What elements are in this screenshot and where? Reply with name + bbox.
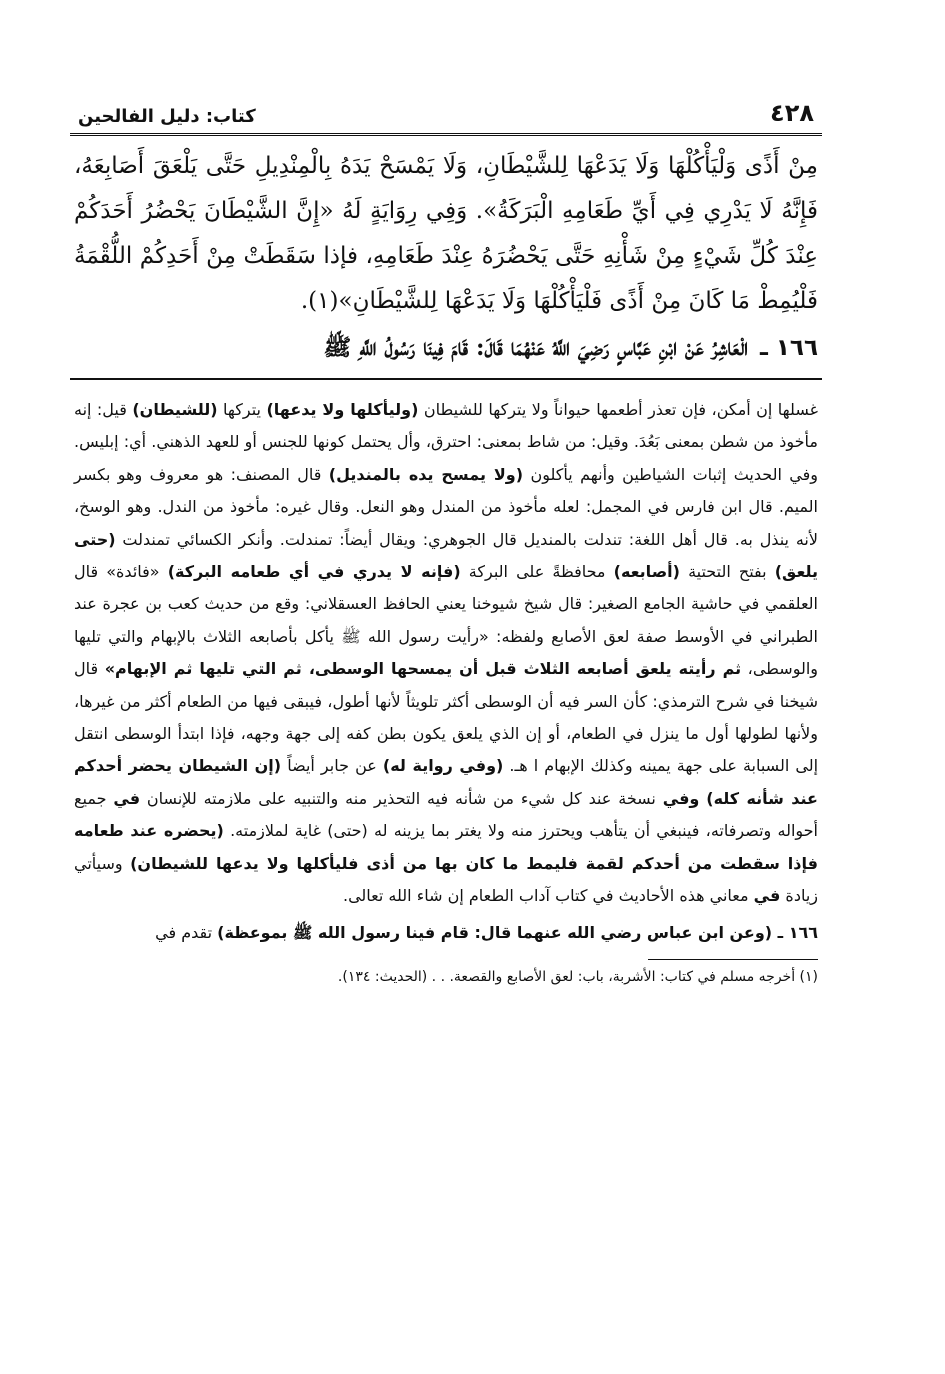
- page-header: [70, 85, 822, 127]
- commentary-paragraph: [74, 394, 818, 913]
- commentary-text: قال شيخنا في شرح الترمذي: كأن السر فيه أن الوسطى أكثر تلويثاً لأنها أطول، فيبقى فيها من الطعام أكثر من غيرها، ولأنها لطولها أول ما ينزل في الطعام، أو إن الذي يلعق يكون بطن كفه إلى جهة وجهه، فإذا ابتدأ الوسطى انتقل إلى السبابة على جهة يمينه وكذلك الإبهام ا هـ.: [74, 659, 819, 776]
- footnote: (١) أخرجه مسلم في كتاب: الأشربة، باب: لعق الأصابع والقصعة. . . (الحديث: ١٣٤).: [337, 968, 818, 985]
- commentary-bold: (وفي رواية له): [382, 756, 504, 776]
- footnote-rule: [648, 959, 818, 960]
- commentary-text: قيل: إنه مأخوذ من شطن بمعنى بَعُدَ. وقيل: من شاط بمعنى: احترق، وأل يحتمل كونها للجنس أو للعهد الذهني. أي: إبليس. وفي الحديث إثبات الشياطين وأنهم يأكلون: [74, 400, 819, 484]
- commentary-166-bold: ١٦٦ ـ (وعن ابن عباس رضي الله عنهما قال: قام فينا رسول الله ﷺ بموعظة): [217, 922, 818, 942]
- hadith-166-heading: [70, 326, 822, 370]
- commentary-bold: (حتى يلعق): [74, 529, 819, 582]
- commentary-text: نسخة عند كل شيء من شأنه فيه التحذير منه والتنبيه على ملازمته للإنسان: [140, 788, 663, 808]
- commentary-bold: (يحضره عند طعامه فإذا سقطت من أحدكم لقمة فليمط ما كان بها من أذى فليأكلها ولا يدعها للشيطان): [74, 821, 818, 873]
- book-title: كتاب: دليل الفالحين: [78, 106, 256, 127]
- hadith-166-text: الْعَاشِرُ عَنْ ابْنِ عَبَّاسٍ رَضِيَ اللَّهُ عَنْهُمَا قَالَ: قَامَ فِينَا رَسُولُ اللَّهِ ﷺ: [323, 334, 748, 361]
- book-page: [70, 85, 822, 1315]
- commentary-bold: (ولا يمسح يده بالمنديل): [328, 464, 524, 484]
- commentary-bold: (أصابعه): [613, 562, 680, 582]
- commentary-text: قال المصنف: هو معروف وهو بكسر الميم. قال ابن فارس في المجمل: لعله مأخوذ من المندل وهو النعل. وقال غيره: مأخوذ من الندل. وهو الوسخ، لأنه ينذل به. قال أهل اللغة: تندلت بالمنديل قال الجوهري: ويقال أيضاً: تمندلت. وأنكر الكسائي تمندلت: [74, 464, 818, 549]
- commentary: [70, 394, 822, 913]
- commentary-text: معاني هذه الأحاديث في كتاب آداب الطعام إن شاء الله تعالى.: [343, 886, 754, 906]
- commentary-text: «فائدة» قال العلقمي في حاشية الجامع الصغير: قال شيخ شيوخنا يعني الحافظ العسقلاني: وقع من حديث كعب بن عجرة عند الطبراني في الأوسط صفة لعق الأصابع ولفظه: «رأيت رسول الله ﷺ يأكل بأصابعه الثلاث بالإبهام والتي تليها والوسطى،: [74, 562, 819, 679]
- header-rule: [70, 133, 822, 136]
- commentary-text: بفتح التحتية: [679, 562, 775, 582]
- page-number: ٤٢٨: [770, 99, 814, 127]
- commentary-text: يتركها: [217, 400, 267, 419]
- commentary-text: جميع أحواله وتصرفاته، فينبغي أن يتأهب ويحترز منه ولا يغتر بما يزينه له (حتى) غاية لملازمته.: [74, 788, 818, 841]
- commentary-text: عن جابر أيضاً: [281, 756, 383, 776]
- hadith-paragraph: مِنْ أَذًى وَلْيَأْكُلْهَا وَلَا يَدَعْهَا لِلشَّيْطَانِ، وَلَا يَمْسَحْ يَدَهُ بِالْمِنْدِيلِ حَتَّى يَلْعَقَ أَصَابِعَهُ، فَإِنَّهُ لَا يَدْرِي فِي أَيِّ طَعَامِهِ الْبَرَكَةُ». وَفِي رِوَايَةٍ لَهُ «إِنَّ الشَّيْطَانَ يَحْضُرُ أَحَدَكُمْ عِنْدَ كُلِّ شَيْءٍ مِنْ شَأْنِهِ حَتَّى يَحْضُرَهُ عِنْدَ طَعَامِهِ، فإذا سَقَطَتْ مِنْ أَحَدِكُمْ اللُّقْمَةُ فَلْيُمِطْ مَا كَانَ مِنْ أَذًى فَلْيَأْكُلْهَا وَلَا يَدَعْهَا لِلشَّيْطَانِ»(١).: [74, 153, 818, 314]
- commentary-text: وسيأتي زيادة: [74, 853, 818, 906]
- commentary-166-text: تقدم في: [155, 922, 218, 942]
- commentary-bold: ثم رأيته يلعق أصابعه الثلاث قبل أن يمسحها الوسطى، ثم التي تليها ثم الإبهام»: [104, 659, 742, 679]
- commentary-bold: (وليأكلها ولا يدعها): [266, 400, 419, 419]
- commentary-text: محافظةً على البركة: [460, 562, 614, 582]
- commentary-bold: (للشيطان): [132, 400, 218, 419]
- commentary-bold: (إن الشيطان يحضر أحدكم عند شأنه كله): [74, 756, 818, 808]
- hadith-number: ١٦٦ ـ: [760, 335, 818, 361]
- commentary-166: [70, 917, 822, 949]
- commentary-rule: [70, 378, 822, 380]
- commentary-bold: (فإنه لا يدري في أي طعامه البركة): [167, 562, 461, 582]
- hadith-text: [70, 144, 822, 324]
- commentary-text: غسلها إن أمكن، فإن تعذر أطعمها حيواناً ولا يتركها للشيطان: [418, 400, 818, 419]
- commentary-bold: في: [753, 886, 781, 906]
- commentary-bold: في: [113, 788, 141, 808]
- commentary-bold: وفي: [662, 788, 700, 808]
